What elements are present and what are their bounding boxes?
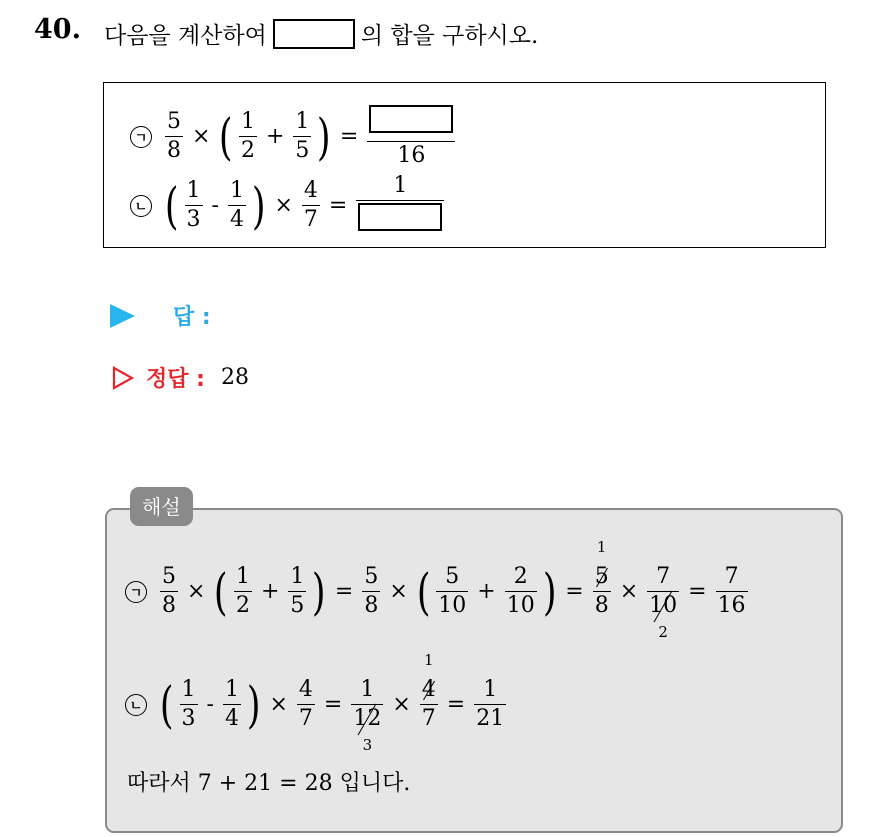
numerator: 1 xyxy=(360,677,375,702)
denominator-reduced: 2 xyxy=(658,622,668,641)
numerator-original: 5 xyxy=(594,564,609,589)
cancelled-numerator xyxy=(420,651,438,702)
denominator: 7 xyxy=(303,207,318,233)
times-sign: × xyxy=(269,692,288,718)
denominator: 2 xyxy=(240,138,255,164)
numerator: 1 xyxy=(290,564,305,589)
denominator: 4 xyxy=(224,706,239,732)
play-triangle-icon xyxy=(110,304,135,328)
equals-sign: = xyxy=(688,579,707,605)
question-text-after: 의 합을 구하시오. xyxy=(360,23,539,49)
denominator: 16 xyxy=(397,143,426,169)
denominator: 5 xyxy=(290,593,305,619)
cancelled-denominator xyxy=(351,706,383,754)
question-text xyxy=(104,17,538,50)
numerator-reduced: 1 xyxy=(424,651,434,669)
solution-line-1 xyxy=(125,538,751,641)
numerator: 1 xyxy=(224,677,239,702)
answer-denominator-box xyxy=(356,203,444,237)
left-paren: ( xyxy=(159,675,174,734)
denominator: 8 xyxy=(364,593,379,619)
numerator: 4 xyxy=(303,178,318,203)
numerator: 1 xyxy=(240,109,255,134)
minus-sign: - xyxy=(206,692,214,718)
denominator: 2 xyxy=(235,593,250,619)
numerator: 7 xyxy=(656,564,671,589)
numerator: 1 xyxy=(235,564,250,589)
times-sign: × xyxy=(389,579,408,605)
numerator-reduced: 1 xyxy=(596,538,607,556)
fraction xyxy=(436,565,468,618)
fraction xyxy=(297,678,315,731)
plus-sign: + xyxy=(260,579,280,605)
fraction xyxy=(362,565,380,618)
left-paren: ( xyxy=(219,107,234,166)
question-text-before: 다음을 계산하여 xyxy=(104,23,267,49)
fraction xyxy=(239,110,257,163)
times-sign: × xyxy=(187,579,206,605)
right-paren: ) xyxy=(251,176,266,235)
marker-giyeok: ㄱ xyxy=(125,581,147,603)
solution-conclusion: 따라서 7 + 21 = 28 입니다. xyxy=(127,771,411,796)
numerator: 7 xyxy=(724,564,739,589)
question-number: 40. xyxy=(34,14,81,45)
correct-answer-row xyxy=(112,362,249,393)
numerator: 1 xyxy=(295,109,310,134)
numerator: 1 xyxy=(229,178,244,203)
denominator: 7 xyxy=(298,706,313,732)
left-paren: ( xyxy=(214,562,229,621)
numerator: 1 xyxy=(186,178,201,203)
minus-sign: - xyxy=(211,193,219,219)
denominator: 7 xyxy=(421,706,436,732)
cancelled-fraction xyxy=(420,651,438,732)
numerator: 5 xyxy=(167,109,181,134)
denominator: 5 xyxy=(295,138,310,164)
equals-sign: = xyxy=(334,579,354,605)
right-paren: ) xyxy=(312,562,326,621)
fraction xyxy=(180,678,198,731)
equals-sign: = xyxy=(446,692,466,718)
problem-line-1 xyxy=(130,105,458,168)
fraction xyxy=(302,179,320,232)
denominator: 4 xyxy=(229,207,244,233)
answer-fraction xyxy=(367,105,455,168)
right-paren: ) xyxy=(317,107,331,166)
right-paren: ) xyxy=(542,562,557,621)
equals-sign: = xyxy=(328,193,348,219)
fraction xyxy=(505,565,537,618)
denominator-original: 12 xyxy=(353,706,382,732)
denominator: 16 xyxy=(717,593,746,619)
times-sign: × xyxy=(392,692,411,718)
denominator: 10 xyxy=(506,593,535,619)
fraction xyxy=(234,565,252,618)
equals-sign: = xyxy=(323,692,343,718)
times-sign: × xyxy=(192,124,211,150)
numerator: 4 xyxy=(298,677,313,702)
fraction xyxy=(223,678,241,731)
answer-fraction xyxy=(356,174,444,237)
marker-giyeok: ㄱ xyxy=(130,126,152,148)
denominator: 8 xyxy=(162,593,176,619)
fraction xyxy=(160,565,178,618)
plus-sign: + xyxy=(265,124,285,150)
times-sign: × xyxy=(619,579,639,605)
problem-line-2 xyxy=(130,174,447,237)
cancelled-fraction xyxy=(647,564,679,641)
cancelled-denominator xyxy=(647,593,679,641)
plus-sign: + xyxy=(477,579,496,605)
cancelled-fraction xyxy=(593,538,611,619)
fraction xyxy=(288,565,306,618)
cancelled-numerator xyxy=(593,538,611,589)
fraction xyxy=(185,179,203,232)
denominator: 3 xyxy=(186,207,201,233)
denominator: 21 xyxy=(476,706,505,732)
fraction xyxy=(716,565,748,618)
equals-sign: = xyxy=(339,124,359,150)
fraction xyxy=(293,110,311,163)
numerator-original: 4 xyxy=(421,677,436,702)
right-paren: ) xyxy=(246,675,261,734)
numerator: 1 xyxy=(181,677,196,702)
denominator: 10 xyxy=(438,593,467,619)
marker-nieun: ㄴ xyxy=(125,694,147,716)
outline-triangle-icon xyxy=(112,366,134,390)
denominator: 8 xyxy=(167,138,181,164)
fraction xyxy=(228,179,246,232)
answer-numerator-box xyxy=(367,105,455,139)
denominator: 3 xyxy=(181,706,196,732)
correct-answer-value: 28 xyxy=(220,365,249,390)
cancelled-fraction xyxy=(351,677,383,754)
left-paren: ( xyxy=(416,562,431,621)
numerator: 2 xyxy=(513,564,528,589)
numerator: 5 xyxy=(364,564,379,589)
answer-blank-box xyxy=(273,19,355,49)
numerator: 1 xyxy=(393,173,408,198)
times-sign: × xyxy=(274,193,293,219)
solution-tab: 해설 xyxy=(130,487,193,526)
numerator: 1 xyxy=(483,677,498,702)
solution-line-2 xyxy=(125,651,509,754)
equals-sign: = xyxy=(565,579,584,605)
denominator: 8 xyxy=(594,593,609,619)
answer-row xyxy=(110,300,211,331)
denominator-original: 10 xyxy=(649,593,678,619)
numerator: 5 xyxy=(162,564,176,589)
numerator: 5 xyxy=(445,564,460,589)
marker-nieun: ㄴ xyxy=(130,195,152,217)
left-paren: ( xyxy=(164,176,179,235)
answer-label: 답 : xyxy=(173,305,211,330)
denominator-reduced: 3 xyxy=(362,735,373,754)
fraction xyxy=(165,110,183,163)
correct-answer-label: 정답 : xyxy=(146,367,205,392)
fraction xyxy=(474,678,506,731)
